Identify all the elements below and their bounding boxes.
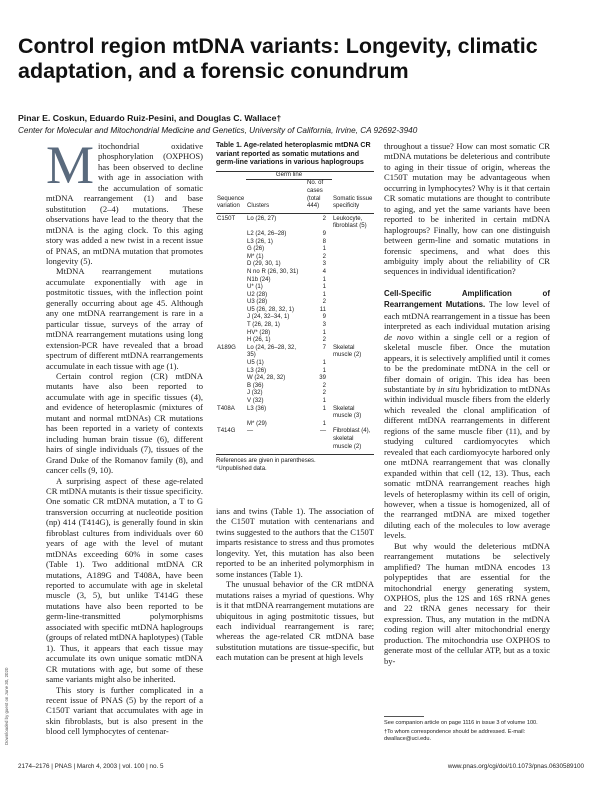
table-cell xyxy=(332,375,374,383)
table-cell: J (32) xyxy=(247,390,263,397)
table-cell: 1 xyxy=(322,360,326,367)
table-row xyxy=(216,345,374,360)
table-cell: 1 xyxy=(322,329,326,336)
column-2 xyxy=(216,506,374,663)
table-cell: U3 (28) xyxy=(247,299,268,306)
column-header: No. of cases (total 444) xyxy=(306,180,332,213)
table-row xyxy=(216,322,374,330)
table-row xyxy=(216,284,374,292)
table-cell xyxy=(332,261,374,269)
table-row xyxy=(216,246,374,254)
table-cell: 2 xyxy=(322,299,326,306)
table-cell xyxy=(216,261,246,269)
table-cell: Lo (26, 27) xyxy=(247,215,277,222)
table-cell xyxy=(332,398,374,406)
table-cell: 1 xyxy=(322,284,326,291)
table-cell xyxy=(216,269,246,277)
table-row xyxy=(216,421,374,429)
table-cell xyxy=(332,299,374,307)
table-cell: U* (1) xyxy=(247,284,263,291)
table-cell: T414G xyxy=(216,428,246,454)
table-cell: Leukocyte, fibroblast (5) xyxy=(333,215,367,230)
table-cell: 11 xyxy=(319,306,326,313)
table-cell xyxy=(332,314,374,322)
table-row xyxy=(216,330,374,338)
table-cell xyxy=(216,375,246,383)
affiliation: Center for Molecular and Mitochondrial Medicine and Genetics, University of California, Irvine, CA 92692-3940 xyxy=(18,126,418,135)
table-cell xyxy=(332,269,374,277)
table-row xyxy=(216,213,374,231)
table-cell xyxy=(332,360,374,368)
table-row xyxy=(216,254,374,262)
paragraph: But why would the deleterious mtDNA rearrangement mutations be selectively amplified? The human mtDNA encodes 13 polypeptides that are essential for the mitochondrial energy generating system, OXPHOS, plus the 12S and 16S rRNA genes and 22 tRNA genes necessary for their expression. Thus, any mutation in the mtDNA coding region will alter mitochondrial energy production. The mitochondria use OXPHOS to generate most of the cellular ATP, but as a toxic by- xyxy=(384,540,550,666)
table-cell: W (24, 28, 32) xyxy=(247,375,286,382)
table-cell xyxy=(332,254,374,262)
table-cell: Fibroblast (4), skeletal muscle (2) xyxy=(332,428,374,454)
table-row xyxy=(216,277,374,285)
footnote: See companion article on page 1116 in issue 3 of volume 100. xyxy=(384,720,538,726)
table-cell: 2 xyxy=(322,390,326,397)
table-row xyxy=(216,239,374,247)
table-notes xyxy=(216,458,376,473)
table-cell: L3 (26, 1) xyxy=(247,238,273,245)
table-cell xyxy=(216,239,246,247)
table-row xyxy=(216,307,374,315)
table-row xyxy=(216,261,374,269)
table-cell: L3 (26) xyxy=(247,367,267,374)
table-row xyxy=(216,406,374,421)
table-row xyxy=(216,428,374,454)
article-title: Control region mtDNA variants: Longevity, climatic adaptation, and a forensic conundrum xyxy=(18,34,538,83)
germ-line-header: Germ line xyxy=(246,171,332,180)
table-row xyxy=(216,299,374,307)
table-cell xyxy=(332,239,374,247)
table-row xyxy=(216,337,374,345)
table-cell: 4 xyxy=(322,268,326,275)
section-heading: Cell-Specific Amplification of Rearrangement Mutations. xyxy=(384,288,550,310)
table-cell: 1 xyxy=(322,398,326,404)
table-cell: Skeletal muscle (3) xyxy=(333,405,362,420)
table-cell: G (26) xyxy=(247,246,265,253)
section-paragraph: Cell-Specific Amplification of Rearrangement Mutations. The low level of each mtDNA rearrangement in a tissue has been interpreted as each individual mutation arising de novo within a single cell or a region of skeletal muscle fiber. Once the mutation appears, it is selectively amplified until it comes to be the predominate mtDNA in the cell or fiber domain of origin. This idea has been substantiate by in situ hybridization to mtDNAs within individual muscle fibers from the elderly which revealed the clonal amplification of different mtDNA rearrangements in different regions of the same muscle fiber (11), and by studying cultured cardiomyocytes which revealed that each cardiomyocyte harbored only one mtDNA rearrangement that was clonally expanded within that cell (12, 13). Thus, each somatic mtDNA rearrangement reaches high levels of heteroplasmy within its cell of origin, however, when a tissue is homogenized, all of the rearranged mtDNA are mixed together diluting each of the molecules to low average levels. xyxy=(384,288,551,541)
table-note: References are given in parentheses. xyxy=(216,458,316,465)
table-cell xyxy=(332,307,374,315)
table-cell: 1 xyxy=(322,367,326,374)
table-cell: — xyxy=(306,428,332,454)
table-cell xyxy=(332,383,374,391)
table-cell xyxy=(332,322,374,330)
table-cell: T (26, 28, 1) xyxy=(247,322,280,329)
table-cell: C150T xyxy=(217,215,236,222)
table-cell: J (24, 32–34, 1) xyxy=(247,314,290,321)
table-row xyxy=(216,398,374,406)
table-cell xyxy=(216,292,246,300)
table-cell: 3 xyxy=(322,322,326,329)
table-cell: N1b (24) xyxy=(247,276,271,283)
table-cell xyxy=(216,390,246,398)
table-cell xyxy=(216,231,246,239)
table-cell xyxy=(216,314,246,322)
table-cell: 1 xyxy=(322,246,326,253)
download-note: Downloaded by guest on June 30, 2020 xyxy=(4,667,9,745)
column-3 xyxy=(384,141,550,666)
table-cell: H (26, 1) xyxy=(247,337,271,344)
table-cell: 39 xyxy=(319,375,326,382)
table-row xyxy=(216,231,374,239)
table-cell: 2 xyxy=(322,382,326,389)
drop-cap: M xyxy=(46,141,95,195)
table-row xyxy=(216,375,374,383)
table-cell xyxy=(216,246,246,254)
table-note: *Unpublished data. xyxy=(216,465,267,472)
table-cell xyxy=(216,277,246,285)
table-row xyxy=(216,368,374,376)
table-cell xyxy=(332,421,374,429)
paragraph: ians and twins (Table 1). The association of the C150T mutation with centenarians and twins suggested to the authors that the C150T imparts resistance to stress and thus promotes longevity. Yet, this mutation has also been reported to be an inherited polymorphism in some instances (Table 1). xyxy=(216,506,374,579)
table-row xyxy=(216,360,374,368)
paragraph: The unusual behavior of the CR mtDNA mutations raises a myriad of questions. Why is it that mtDNA rearrangement mutations are ubiquitous in aging postmitotic tissues, but each individual rearrangement is rare; whereas the age-related CR mtDNA base substitution mutations are tissue-specific, but each mutation can be present at high levels xyxy=(216,579,374,663)
footnotes xyxy=(384,720,550,745)
page-footer xyxy=(18,763,584,770)
table-cell: L3 (36) xyxy=(247,405,267,412)
table-cell: — xyxy=(246,428,306,454)
column-header: Sequence variation xyxy=(216,180,246,213)
table-cell xyxy=(216,330,246,338)
table-cell xyxy=(332,231,374,239)
table-cell: D (29, 30, 1) xyxy=(247,261,281,268)
table-cell: U5 (26, 28, 32, 1) xyxy=(247,306,295,313)
paragraph: Certain control region (CR) mtDNA mutants have also been reported to accumulate with age in specific tissues (4), and evidence of heteroplasmic (mixtures of mutant and normal mtDNAs) CR mutations has been reported in a variety of contexts including human brain tissue (6), different hairs of single individuals (7), tissues of the Grand Duke of the Romanov family (8), and cancer cells (9, 10). xyxy=(46,370,203,476)
table-row xyxy=(216,314,374,322)
table-cell xyxy=(332,390,374,398)
table-cell: 9 xyxy=(322,314,326,321)
table-cell: U5 (1) xyxy=(247,360,264,367)
table-cell: 7 xyxy=(322,344,326,351)
table-cell xyxy=(216,254,246,262)
table-cell xyxy=(216,322,246,330)
table-cell: M* (1) xyxy=(247,253,264,260)
table-cell: 8 xyxy=(322,238,326,245)
table-cell xyxy=(332,330,374,338)
footnote-divider xyxy=(384,716,424,717)
table-row xyxy=(216,383,374,391)
table-cell: 3 xyxy=(322,261,326,268)
paragraph: This story is further complicated in a recent issue of PNAS (5) by the report of a C150T variant that accumulates with age in skin fibroblasts, but is also present in the blood cell lymphocytes of centenar- xyxy=(46,684,203,737)
table-cell: 2 xyxy=(322,253,326,260)
table-cell xyxy=(216,337,246,345)
table-cell: 2 xyxy=(322,215,326,222)
column-header: Clusters xyxy=(246,180,306,213)
table-cell: U2 (28) xyxy=(247,291,268,298)
footnote: †To whom correspondence should be addressed. E-mail: dwallace@uci.edu. xyxy=(384,729,526,742)
table-row xyxy=(216,390,374,398)
table-cell: B (36) xyxy=(247,382,264,389)
table-cell xyxy=(332,337,374,345)
table-cell: N no R (26, 30, 31) xyxy=(247,268,299,275)
table-cell xyxy=(216,398,246,406)
author-list: Pinar E. Coskun, Eduardo Ruiz-Pesini, and Douglas C. Wallace† xyxy=(18,113,282,123)
table-cell: A189G xyxy=(217,344,236,351)
table-cell: 1 xyxy=(322,420,326,427)
table-cell xyxy=(216,284,246,292)
table-1 xyxy=(216,141,376,473)
table-cell xyxy=(332,292,374,300)
table-row xyxy=(216,292,374,300)
paragraph: MtDNA rearrangement mutations accumulate exponentially with age in postmitotic tissues, with the inflection point generally occurring about age 45. Although any one mtDNA rearrangement is rare in a particular tissue, surveys of the array of mtDNA rearrangement mutations using long extension-PCR have revealed that a broad spectrum of different mtDNA rearrangements accumulate in each tissue with age (1). xyxy=(46,266,203,371)
lead-paragraph xyxy=(46,141,203,266)
paragraph: throughout a tissue? How can most somatic CR mtDNA mutations be deleterious and contribute to aging in their tissue of origin, whereas the C150T mutation may be advantageous when occurring in lymphocytes? Why is it that certain CR somatic mutations are thought to contribute to aging, and yet the same variants have been reported to be inherited in certain mtDNA haplogroups? Finally, how can one distinguish between germ-line and somatic mutations in forensic specimens, and what does this ambiguity imply about the reliability of CR sequences in individual identification? xyxy=(384,141,550,277)
paragraph: A surprising aspect of these age-related CR mtDNA mutants is their tissue specificity. One somatic CR mtDNA mutation, a T to G transversion occurring at nucleotide position (np) 414 (T414G), is generally found in skin fibroblast cultures from individuals over 60 years of age with the level of mutant mtDNAs exceeding 60% in some cases (Table 1). Two additional mtDNA CR mutations, A189G and T408A, have been reported to accumulate with age in skeletal muscle (3, 5), but unlike T414G these mutations have also been reported to be germ-line-transmitted polymorphisms associated with specific mtDNA haplogroups (groups of related mtDNA haplotypes) (Table 1). Thus, it appears that each tissue may accumulate its own unique somatic mtDNA CR mutations with age, but some of these same variants might also be inherited. xyxy=(46,475,203,685)
table-cell xyxy=(216,383,246,391)
data-table xyxy=(216,171,374,455)
lead-text: itochondrial oxidative phosphorylation (OXPHOS) has been observed to decline with age in association with the accumulation of somatic mtDNA rearrangement (1) and base substitution (2–4) mutations. These observations have lead to the theory that the mtDNA is the aging clock. To this aging story was added a new twist in a recent issue of PNAS, an mtDNA mutation that promotes longevity (5). xyxy=(46,141,203,266)
footer-citation: 2174–2176 | PNAS | March 4, 2003 | vol. 100 | no. 5 xyxy=(18,763,164,770)
table-cell: Skeletal muscle (2) xyxy=(333,344,362,359)
table-cell: 1 xyxy=(322,405,326,412)
table-cell: 1 xyxy=(322,291,326,298)
table-cell: 2 xyxy=(322,337,326,344)
table-cell: Lo (24, 26–28, 32, 35) xyxy=(247,344,297,359)
table-cell xyxy=(332,246,374,254)
table-cell: 9 xyxy=(322,230,326,237)
table-cell xyxy=(332,277,374,285)
table-cell: V (32) xyxy=(247,398,264,404)
table-cell xyxy=(216,360,246,368)
table-cell: HV* (28) xyxy=(247,329,271,336)
column-1 xyxy=(46,141,203,737)
footer-doi[interactable]: www.pnas.org/cgi/doi/10.1073/pnas.0630589100 xyxy=(447,763,584,770)
table-cell: 1 xyxy=(322,276,326,283)
table-caption: Table 1. Age-related heteroplasmic mtDNA CR variant reported as somatic mutations and germ-line variations in various haplogroups xyxy=(216,141,371,167)
table-cell xyxy=(216,421,246,429)
table-row xyxy=(216,269,374,277)
table-cell: M* (29) xyxy=(247,420,267,427)
table-cell xyxy=(216,299,246,307)
table-cell xyxy=(216,307,246,315)
table-cell: T408A xyxy=(217,405,235,412)
table-cell xyxy=(332,284,374,292)
table-cell: L2 (24, 26–28) xyxy=(247,230,287,237)
column-header: Somatic tissue specificity xyxy=(332,180,374,213)
table-cell xyxy=(216,368,246,376)
table-cell xyxy=(332,368,374,376)
